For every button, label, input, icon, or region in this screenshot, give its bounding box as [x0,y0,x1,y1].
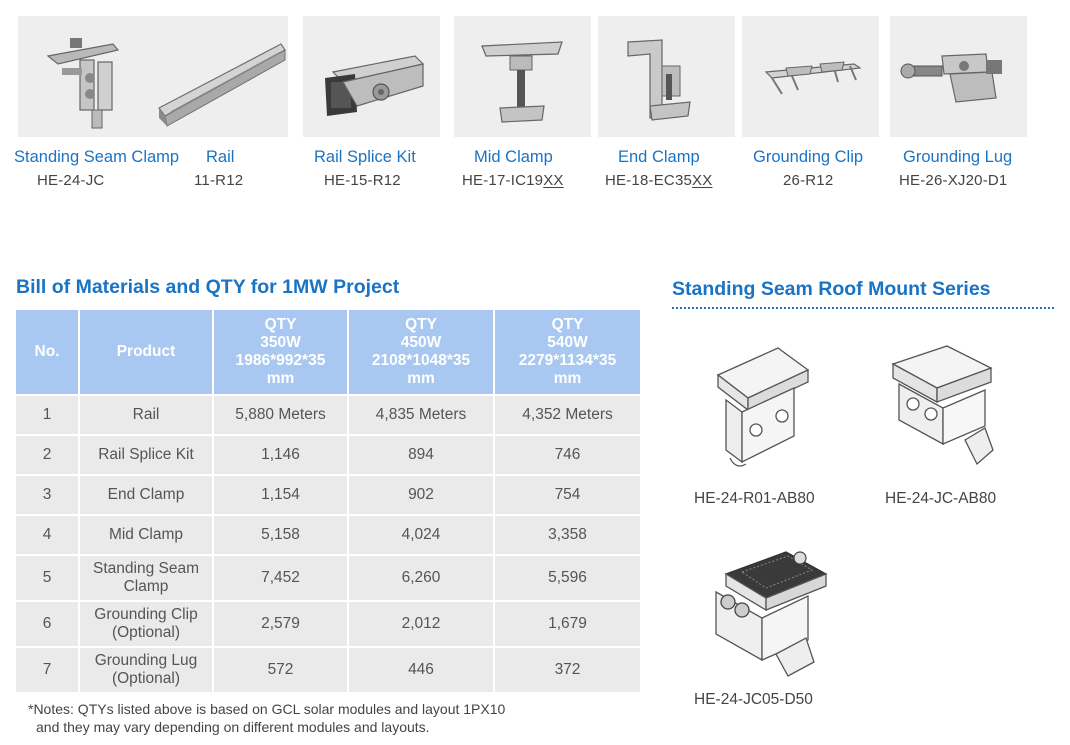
product-code: HE-17-IC19XX [462,172,564,189]
cell-qty-350w: 2,579 [214,602,347,646]
cell-qty-540w: 4,352 Meters [495,396,640,434]
cell-product: End Clamp [80,476,212,514]
cell-product: Rail [80,396,212,434]
product-code: HE-18-EC35XX [605,172,713,189]
header-qty-350w: QTY 350W 1986*992*35 mm [214,310,347,394]
cell-qty-350w: 7,452 [214,556,347,600]
cell-product: Mid Clamp [80,516,212,554]
table-row [16,556,640,600]
cell-qty-540w: 754 [495,476,640,514]
cell-qty-450w: 894 [349,436,493,474]
table-row [16,476,640,514]
product-name: Mid Clamp [474,148,553,166]
cell-product: Standing Seam Clamp [80,556,212,600]
mid-clamp-icon [454,16,591,137]
grounding-clip-icon [742,16,879,137]
clamp-jc-ab80-icon [885,340,1000,470]
cell-no: 7 [16,648,78,692]
cell-qty-540w: 5,596 [495,556,640,600]
cell-qty-540w: 372 [495,648,640,692]
cell-qty-540w: 3,358 [495,516,640,554]
product-name: Rail [206,148,235,166]
cell-qty-450w: 4,835 Meters [349,396,493,434]
bom-notes [28,700,505,736]
table-row [16,436,640,474]
product-code: HE-15-R12 [324,172,401,189]
cell-product: Grounding Clip (Optional) [80,602,212,646]
header-qty-450w: QTY 450W 2108*1048*35 mm [349,310,493,394]
note-line: *Notes: QTYs listed above is based on GCL solar modules and layout 1PX10 [28,701,506,717]
series-title: Standing Seam Roof Mount Series [672,278,991,300]
cell-qty-450w: 6,260 [349,556,493,600]
product-name: End Clamp [618,148,700,166]
series-code: HE-24-R01-AB80 [694,490,815,507]
cell-product: Rail Splice Kit [80,436,212,474]
product-name: Grounding Lug [903,148,1013,166]
cell-no: 3 [16,476,78,514]
end-clamp-icon [598,16,735,137]
product-code: 11-R12 [194,172,244,189]
series-code: HE-24-JC-AB80 [885,490,997,507]
bom-title: Bill of Materials and QTY for 1MW Project [16,276,400,298]
header-product: Product [80,310,212,394]
note-line: and they may vary depending on different modules and layouts. [36,719,430,735]
rail-splice-kit-icon [303,16,440,137]
cell-qty-450w: 902 [349,476,493,514]
cell-qty-350w: 5,158 [214,516,347,554]
cell-qty-450w: 446 [349,648,493,692]
product-name: Rail Splice Kit [314,148,416,166]
cell-no: 4 [16,516,78,554]
grounding-lug-icon [890,16,1027,137]
cell-no: 6 [16,602,78,646]
series-title-underline [672,307,1054,309]
cell-qty-540w: 1,679 [495,602,640,646]
cell-qty-350w: 572 [214,648,347,692]
cell-product: Grounding Lug (Optional) [80,648,212,692]
cell-qty-350w: 1,146 [214,436,347,474]
standing-seam-clamp-icon [18,16,155,137]
header-qty-540w: QTY 540W 2279*1134*35 mm [495,310,640,394]
product-code: HE-26-XJ20-D1 [899,172,1008,189]
clamp-jc05-d50-icon [702,542,832,680]
cell-qty-350w: 1,154 [214,476,347,514]
cell-qty-540w: 746 [495,436,640,474]
product-code: HE-24-JC [37,172,105,189]
product-name: Standing Seam Clamp [14,148,180,166]
cell-qty-350w: 5,880 Meters [214,396,347,434]
product-name: Grounding Clip [753,148,864,166]
bom-table [14,308,642,694]
table-row [16,516,640,554]
clamp-r01-ab80-icon [708,340,818,475]
table-row [16,648,640,692]
cell-qty-450w: 2,012 [349,602,493,646]
series-code: HE-24-JC05-D50 [694,691,813,708]
header-no: No. [16,310,78,394]
table-row [16,396,640,434]
rail-icon [151,16,288,137]
cell-no: 5 [16,556,78,600]
cell-no: 1 [16,396,78,434]
product-code: 26-R12 [783,172,834,189]
cell-qty-450w: 4,024 [349,516,493,554]
cell-no: 2 [16,436,78,474]
table-header-row [16,310,640,394]
table-row [16,602,640,646]
